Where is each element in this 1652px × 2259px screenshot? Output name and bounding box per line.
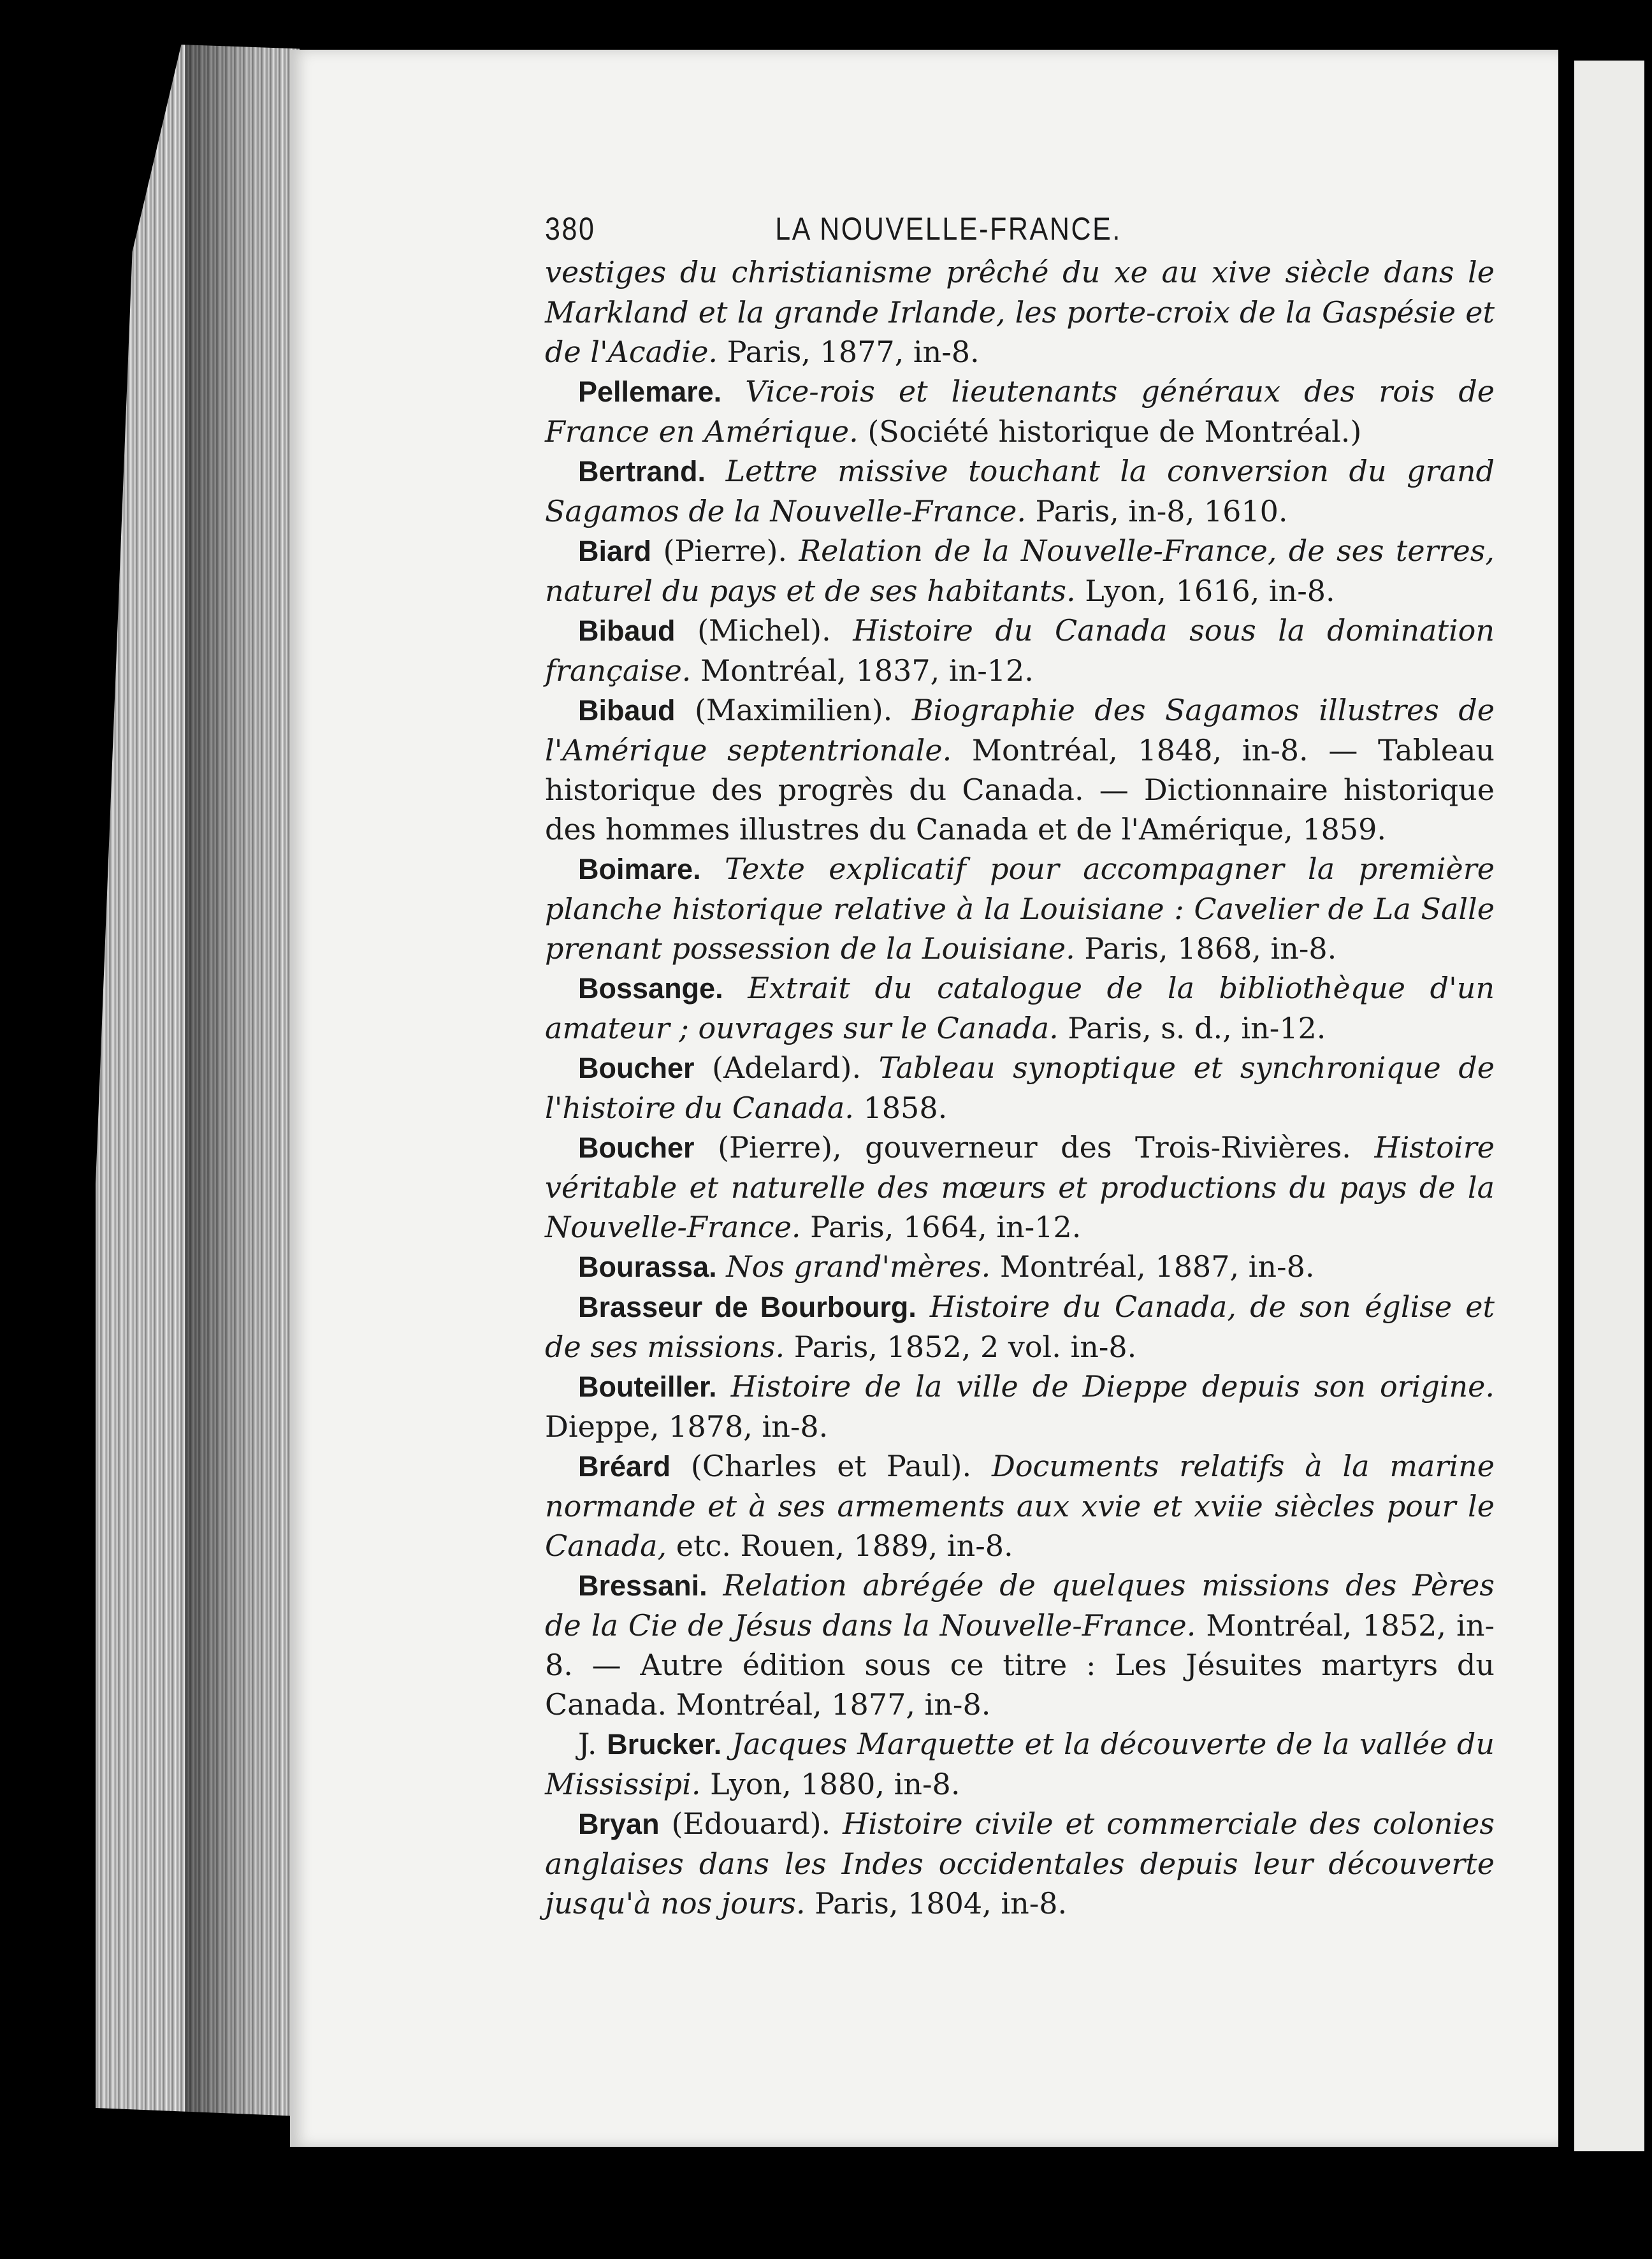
entry-publication: Lyon, 1616, in-8. — [1075, 574, 1335, 608]
entry-title: Jacques Marquette et la découverte de la vallée du Mississipi. — [545, 1727, 1495, 1801]
entry-title: Histoire du Canada sous la domination française. — [545, 613, 1495, 688]
entry-qualifier: (Edouard). — [659, 1806, 843, 1841]
page-header-title: LA NOUVELLE-FRANCE. — [775, 211, 1122, 247]
entry-title: Relation de la Nouvelle-France, de ses terres, naturel du pays et de ses habitants. — [545, 534, 1495, 608]
entry-title: Texte explicatif pour accompagner la première planche historique relative à la Louisiane : Cavelier de La Salle prenant possession de la Louisiane. — [545, 852, 1495, 966]
entry-title: Lettre missive touchant la conversion du grand Sagamos de la Nouvelle-France. — [545, 454, 1495, 528]
bibliography-entry — [545, 1804, 1495, 1923]
entry-qualifier — [917, 1289, 930, 1324]
entry-qualifier — [701, 852, 725, 886]
entry-qualifier — [723, 971, 748, 1005]
entry-title: Tableau synoptique et synchronique de l'histoire du Canada. — [545, 1050, 1495, 1125]
facing-page-edge — [1574, 61, 1644, 2151]
entry-publication: Paris, 1852, 2 vol. in-8. — [785, 1330, 1137, 1364]
entry-qualifier — [717, 1369, 731, 1404]
book-page — [290, 50, 1558, 2147]
bibliography-entry — [545, 611, 1495, 690]
entry-title: Nos grand'mères. — [726, 1249, 991, 1284]
bibliography-entry — [545, 968, 1495, 1048]
entry-author: Bourassa. — [578, 1251, 717, 1283]
entry-publication: Paris, in-8, 1610. — [1025, 494, 1288, 528]
entry-qualifier — [721, 1727, 732, 1761]
entry-qualifier — [717, 1249, 727, 1284]
entry-publication: Montréal, 1837, in-12. — [691, 653, 1034, 688]
entry-author: Bréard — [578, 1450, 671, 1483]
bibliography-entry — [545, 1287, 1495, 1367]
entry-qualifier: (Adelard). — [694, 1050, 879, 1085]
entry-author: Boucher — [578, 1052, 695, 1084]
entry-author: Bossange. — [578, 972, 723, 1005]
entry-publication: Lyon, 1880, in-8. — [700, 1767, 960, 1801]
entry-qualifier: (Charles et Paul). — [670, 1449, 992, 1483]
entry-qualifier: (Maximilien). — [675, 693, 912, 727]
entry-title: Vice-rois et lieutenants généraux des rois de France en Amérique. — [545, 374, 1495, 449]
entry-qualifier: (Pierre). — [651, 534, 799, 568]
page-number: 380 — [545, 211, 596, 247]
entry-author: Pellemare. — [578, 375, 722, 408]
entry-publication: Montréal, 1852, in-8. — Autre édition sous ce titre : Les Jésuites martyrs du Canada. Montréal, 1877, in-8. — [545, 1608, 1495, 1722]
entry-title: Extrait du catalogue de la bibliothèque d'un amateur ; ouvrages sur le Canada. — [545, 971, 1495, 1045]
entry-author: Brucker. — [607, 1728, 722, 1761]
entry-title: Biographie des Sagamos illustres de l'Amérique septentrionale. — [545, 693, 1495, 767]
bibliography-entry — [545, 1048, 1495, 1128]
bibliography-entry — [545, 690, 1495, 849]
entry-title: Histoire de la ville de Dieppe depuis son origine. — [730, 1369, 1495, 1404]
entry-publication: Paris, 1868, in-8. — [1075, 931, 1337, 966]
bibliography-entry — [545, 1128, 1495, 1247]
bibliography-entry — [545, 1247, 1495, 1287]
entry-publication: Paris, s. d., in-12. — [1058, 1011, 1326, 1045]
bibliography-entry — [545, 1724, 1495, 1804]
entry-title: Relation abrégée de quelques missions des Pères de la Cie de Jésus dans la Nouvelle-France. — [545, 1568, 1495, 1643]
bibliography-entry — [545, 1565, 1495, 1724]
entry-publication: Paris, 1664, in-12. — [801, 1210, 1082, 1244]
entry-publication: 1858. — [853, 1091, 948, 1125]
entry-qualifier: (Michel). — [675, 613, 853, 648]
bibliography-entry — [545, 372, 1495, 451]
entry-title: Histoire véritable et naturelle des mœurs et productions du pays de la Nouvelle-France. — [545, 1130, 1495, 1244]
running-head — [545, 209, 1492, 249]
entry-author: Bibaud — [578, 694, 676, 727]
page-text-block — [545, 209, 1495, 1923]
entry-author: Bertrand. — [578, 455, 706, 488]
entry-qualifier: (Pierre), gouverneur des Trois-Rivières. — [694, 1130, 1375, 1165]
entry-publication: Montréal, 1848, in-8. — Tableau historique des progrès du Canada. — Dictionnaire historique des hommes illustres du Canada et de l'Amérique, 1859. — [545, 733, 1495, 846]
entry-qualifier — [707, 1568, 723, 1602]
entry-title: Histoire civile et commerciale des colonies anglaises dans les Indes occidentales depuis leur découverte jusqu'à nos jours. — [545, 1806, 1495, 1921]
entry-publication: Montréal, 1887, in-8. — [990, 1249, 1315, 1284]
bibliography-entry — [545, 1446, 1495, 1565]
spine-shadow — [185, 25, 293, 2135]
entry-author: Bryan — [578, 1808, 660, 1840]
entry-author: Bibaud — [578, 614, 676, 647]
entry-publication: (Société historique de Montréal.) — [858, 414, 1362, 449]
bibliography-entry — [545, 451, 1495, 531]
bibliography-entry — [545, 1367, 1495, 1446]
entry-prefix: J. — [578, 1727, 607, 1761]
entry-publication: etc. Rouen, 1889, in-8. — [667, 1529, 1013, 1563]
entry-publication: Dieppe, 1878, in-8. — [545, 1409, 829, 1444]
entry-title: Histoire du Canada, de son église et de ses missions. — [545, 1289, 1495, 1364]
entry-author: Boimare. — [578, 853, 701, 885]
entry-publication: Paris, 1804, in-8. — [805, 1886, 1068, 1921]
bibliography-entry — [545, 531, 1495, 611]
entry-title: Documents relatifs à la marine normande et à ses armements aux xvie et xviie siècles pour le Canada, — [545, 1449, 1495, 1563]
entry-author: Biard — [578, 535, 652, 567]
bibliography-entry — [545, 252, 1495, 372]
entry-author: Boucher — [578, 1131, 695, 1164]
entry-author: Bressani. — [578, 1569, 707, 1602]
entry-publication: Paris, 1877, in-8. — [718, 335, 980, 369]
bibliography-entry — [545, 849, 1495, 968]
entry-author: Brasseur de Bourbourg. — [578, 1291, 917, 1323]
entry-title: vestiges du christianisme prêché du xe au xive siècle dans le Markland et la grande Irlande, les porte-croix de la Gaspésie et de l'Acadie. — [545, 255, 1495, 369]
entry-author: Bouteiller. — [578, 1370, 717, 1403]
